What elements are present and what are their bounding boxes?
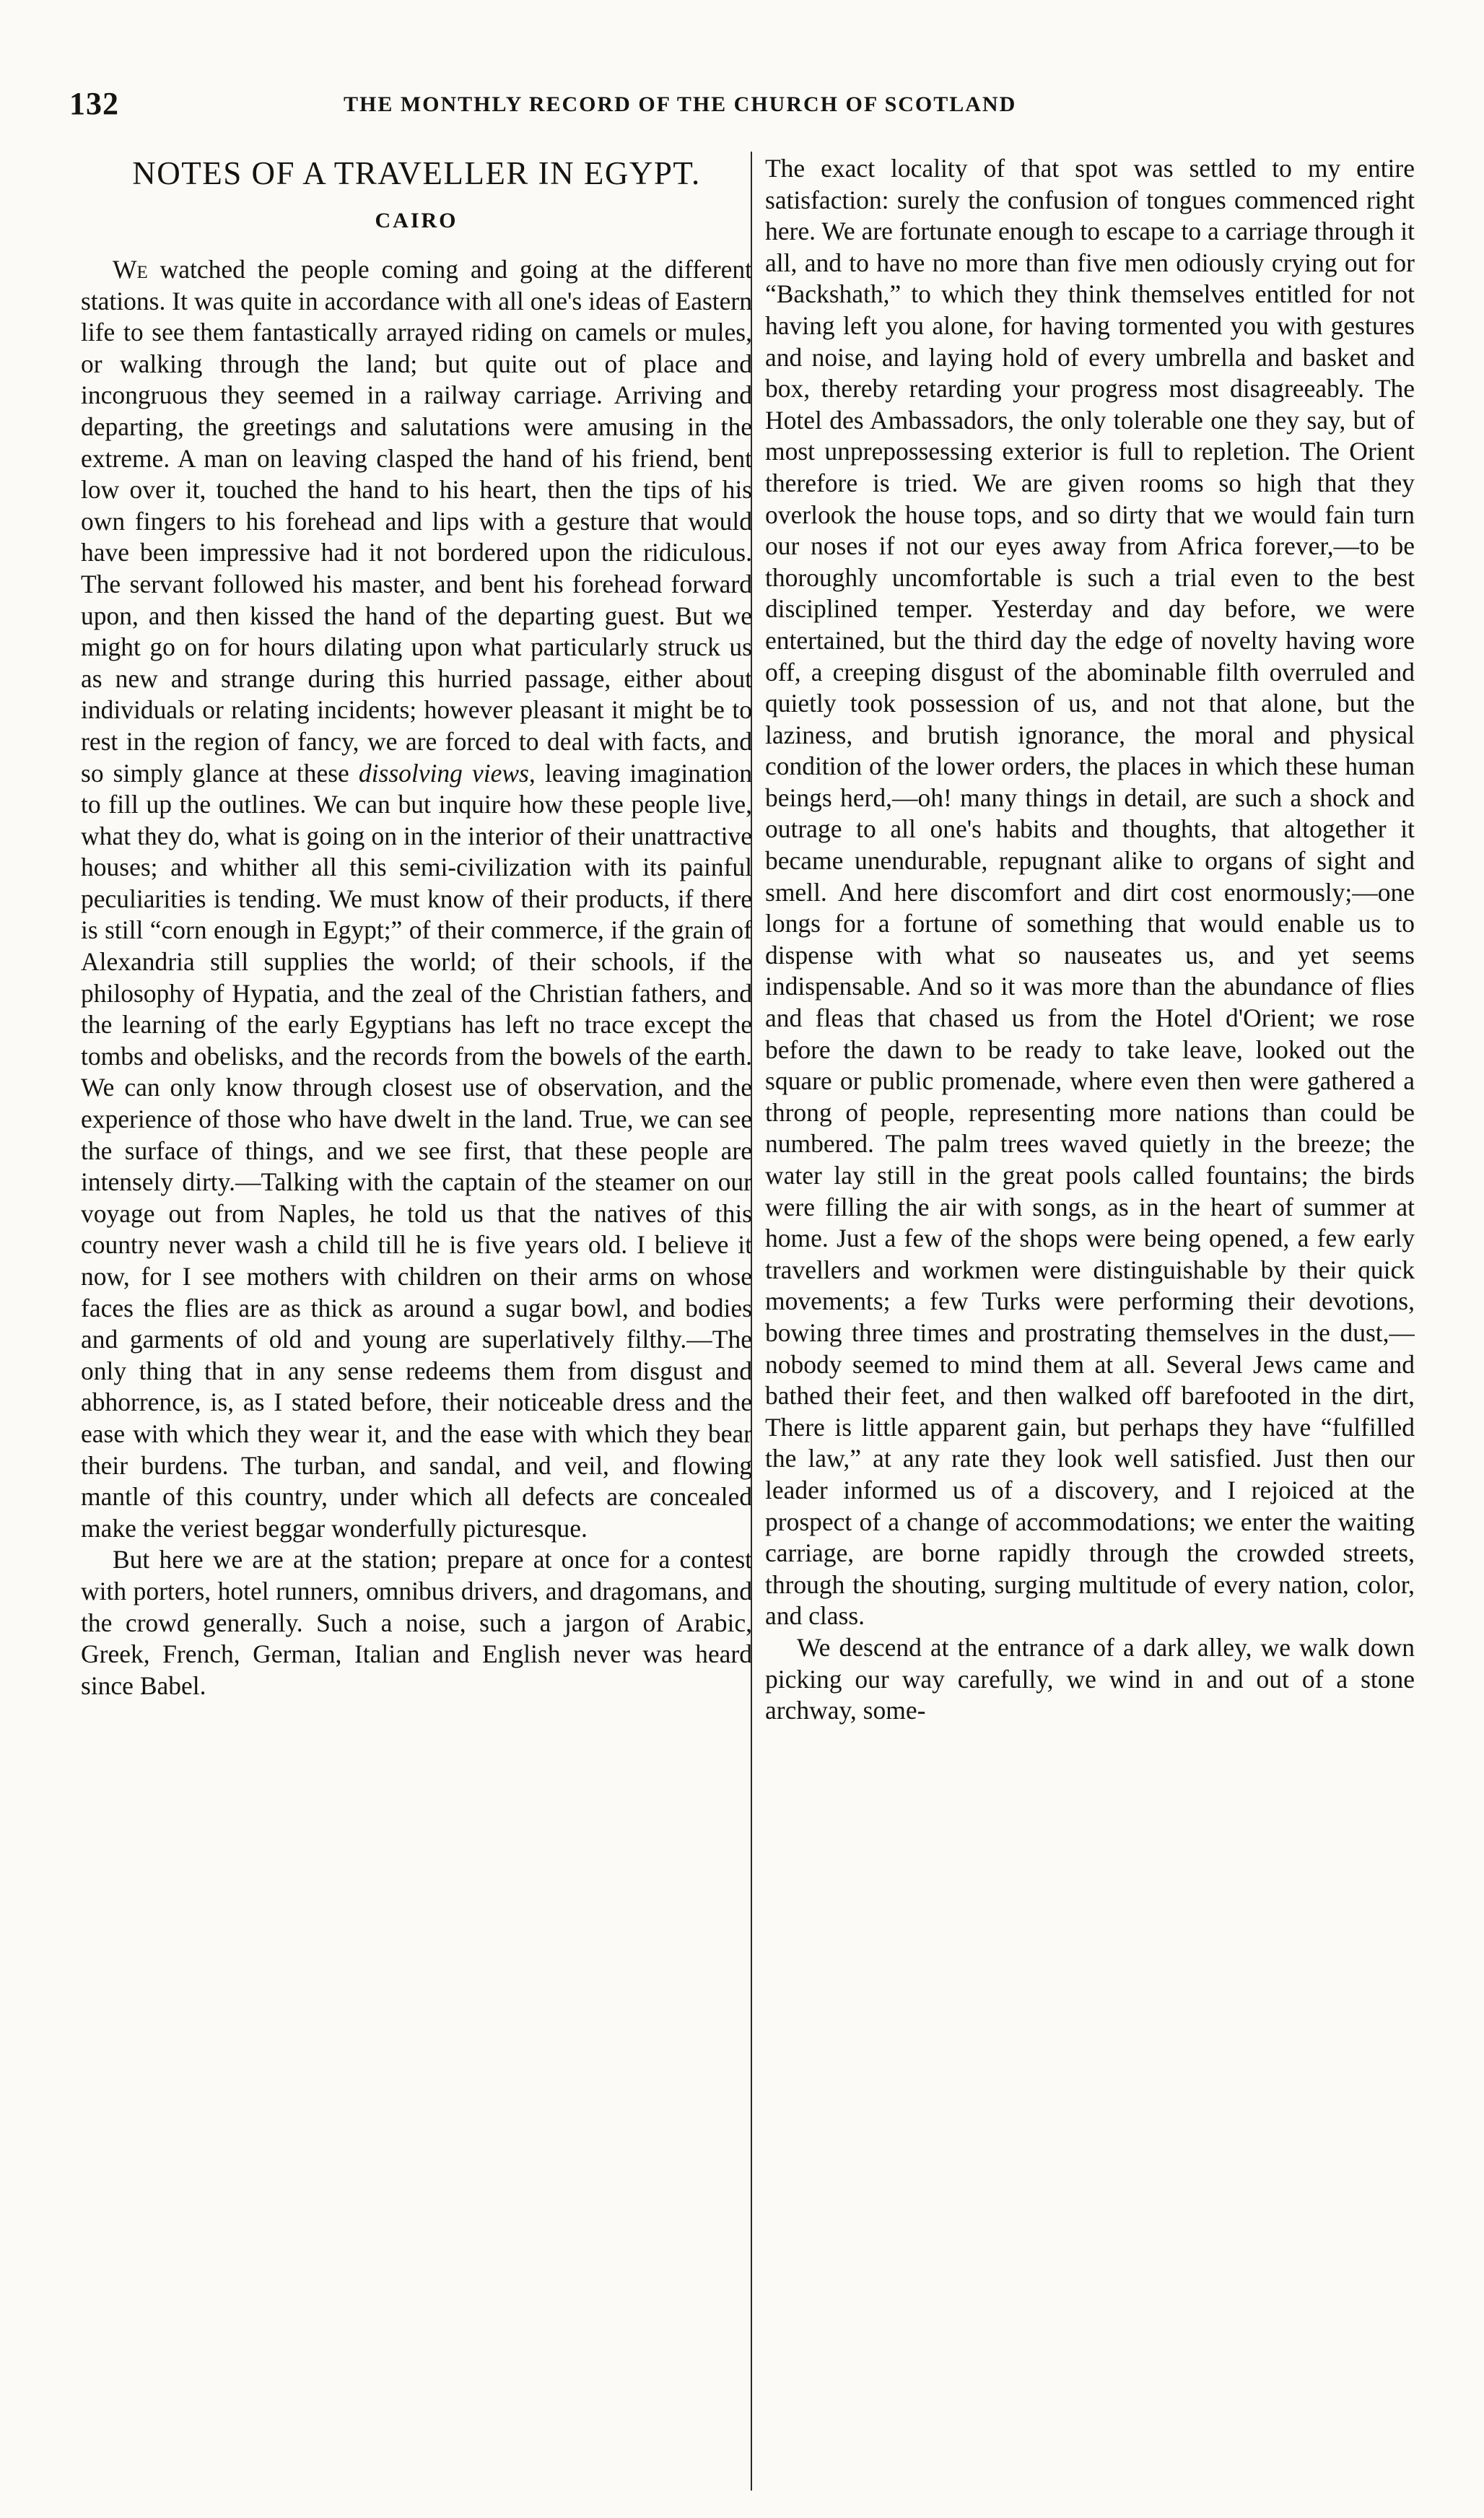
drop-lead-word: We [113, 255, 148, 284]
dateline: CAIRO [375, 209, 458, 232]
running-head [69, 85, 1419, 128]
italic-phrase: dissolving views, [358, 758, 536, 788]
paragraph [81, 254, 752, 1544]
paragraph-text: watched the people coming and going at the different stations. It was quite in accordance with all one's ideas of Eastern life to see them fantastically arrayed riding on camels or mules, or walking through the land; but quite out of place and incongruous they seemed in a railway carriage. Arriving and departing, the greetings and salutations were amusing in the extreme. A man on leaving clasped the hand of his friend, bent low over it, touched the hand to his heart, then the tips of his own fingers to his forehead and lips with a gesture that would have been impressive had it not bordered upon the ridiculous. The servant followed his master, and bent his forehead forward upon, and then kissed the hand of the departing guest. But we might go on for hours dilating upon what particularly struck us as new and strange during this hurried passage, either about individuals or relating incidents; however pleasant it might be to rest in the region of fancy, we are forced to deal with facts, and so simply glance at these [81, 255, 752, 788]
article-title: NOTES OF A TRAVELLER IN EGYPT. [132, 155, 701, 191]
right-column [765, 153, 1415, 2485]
left-column [81, 153, 752, 2485]
paragraph-text: leaving imagination to fill up the outlines. We can but inquire how these people live, what they do, what is going on in the interior of their unattractive houses; and whither all this semi-civilization with its painful peculiarities is tending. We must know of their products, if there is still “corn enough in Egypt;” of their commerce, if the grain of Alexandria still supplies the world; of their schools, if the philosophy of Hypatia, and the zeal of the Christian fathers, and the learning of the early Egyptians has left no trace except the tombs and obelisks, and the records from the bowels of the earth. We can only know through closest use of observation, and the experience of those who have dwelt in the land. True, we can see the surface of things, and we see first, that these people are intensely dirty.—Talking with the captain of the steamer on our voyage out from Naples, he told us that the natives of this country never wash a child till he is five years old. I believe it now, for I see mothers with children on their arms on whose faces the flies are as thick as around a sugar bowl, and bodies and garments of old and young are superlatively filthy.—The only thing that in any sense redeems them from disgust and abhorrence, is, as I stated before, their noticeable dress and the ease with which they wear it, and the ease with which they bear their burdens. The turban, and sandal, and veil, and flowing mantle of this country, under which all defects are concealed make the veriest beggar wonderfully picturesque. [81, 758, 752, 1543]
page-number: 132 [69, 86, 119, 121]
journal-title: THE MONTHLY RECORD OF THE CHURCH OF SCOTLAND [344, 92, 1017, 116]
paragraph: The exact locality of that spot was settled to my entire satisfaction: surely the confusion of tongues commenced right here. We are fortunate enough to escape to a carriage through it all, and to have no more than five men odiously crying out for “Backshath,” to which they think themselves entitled for not having left you alone, for having tormented you with gestures and noise, and laying hold of every umbrella and basket and box, thereby retarding your progress most disagreeably. The Hotel des Ambassadors, the only tolerable one they say, but of most unprepossessing exterior is full to repletion. The Orient therefore is tried. We are given rooms so high that they overlook the house tops, and so dirty that we would fain turn our noses if not our eyes away from Africa forever,—to be thoroughly uncomfortable is such a trial even to the best disciplined temper. Yesterday and day before, we were entertained, but the third day the edge of novelty having wore off, a creeping disgust of the abominable filth overruled and quietly took possession of us, and not that alone, but the laziness, and brutish ignorance, the moral and physical condition of the lower orders, the places in which these human beings herd,—oh! many things in detail, are such a shock and outrage to all one's habits and thoughts, that altogether it became unendurable, repugnant alike to organs of sight and smell. And here discomfort and dirt cost enormously;—one longs for a fortune of something that would enable us to dispense with what so nauseates us, and yet seems indispensable. And so it was more than the abundance of flies and fleas that chased us from the Hotel d'Orient; we rose before the dawn to be ready to take leave, looked out the square or public promenade, where even then were gathered a throng of people, representing more nations than could be numbered. The palm trees waved quietly in the breeze; the water lay still in the great pools called fountains; the birds were filling the air with songs, as in the heart of summer at home. Just a few of the shops were being opened, a few early travellers and workmen were distinguishable by their quick movements; a few Turks were performing their devotions, bowing three times and prostrating themselves in the dust,—nobody seemed to mind them at all. Several Jews came and bathed their feet, and then walked off barefooted in the dirt, There is little apparent gain, but perhaps they have “fulfilled the law,” at any rate they look well satisfied. Just then our leader informed us of a discovery, and I rejoiced at the prospect of a change of accommodations; we enter the waiting carriage, are borne rapidly through the crowded streets, through the shouting, surging multitude of every nation, color, and class. [765, 154, 1415, 1631]
paragraph: We descend at the entrance of a dark alley, we walk down picking our way carefully, we wind in and out of a stone archway, some- [765, 1632, 1415, 1725]
paragraph: But here we are at the station; prepare at once for a contest with porters, hotel runners, omnibus drivers, and dragomans, and the crowd generally. Such a noise, such a jargon of Arabic, Greek, French, German, Italian and English never was heard since Babel. [81, 1545, 752, 1700]
